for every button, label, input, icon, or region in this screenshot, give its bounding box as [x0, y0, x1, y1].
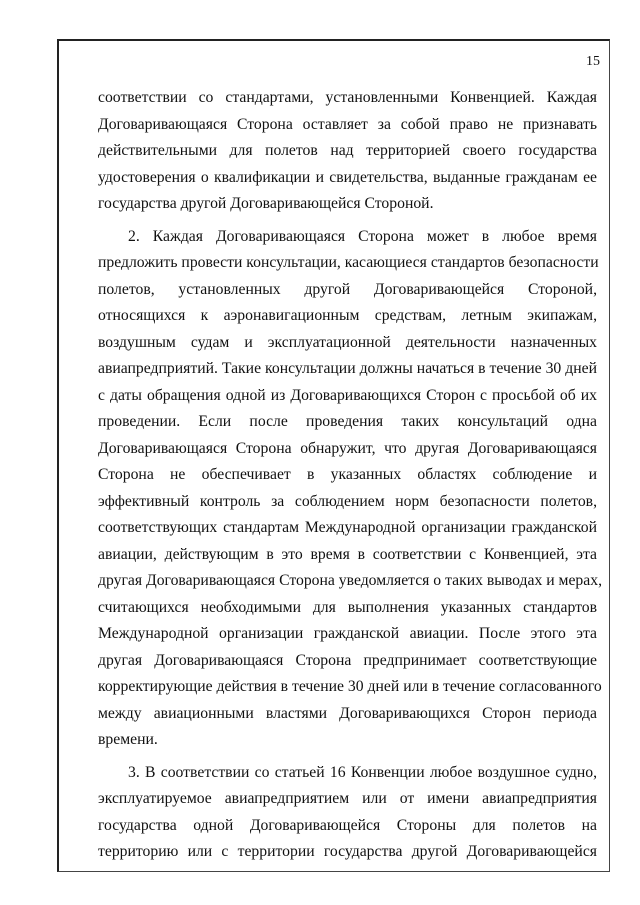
- text-line: полетов, установленных другой Договаривающейся Стороной,: [98, 280, 597, 298]
- text-line: территорию или с территории государства другой Договаривающейся: [98, 843, 597, 860]
- paragraph-continuation: [98, 85, 597, 218]
- text-line: соответствующих стандартам Международной организации гражданской: [98, 519, 597, 536]
- text-line: предложить провести консультации, касающиеся стандартов безопасности: [98, 254, 599, 271]
- page-number: 15: [586, 54, 600, 69]
- text-line: корректирующие действия в течение 30 дней или в течение согласованного: [98, 678, 602, 695]
- text-line: действительными для полетов над территорией своего государства: [98, 142, 597, 159]
- text-line: другая Договаривающаяся Сторона уведомляется о таких выводах и мерах,: [98, 572, 602, 589]
- text-line: государства одной Договаривающейся Стороны для полетов на: [98, 816, 597, 834]
- text-line: воздушным судам и эксплуатационной деятельности назначенных: [98, 333, 597, 351]
- text-line: времени.: [98, 731, 158, 748]
- text-line: эффективный контроль за соблюдением норм безопасности полетов,: [98, 492, 597, 510]
- text-line: Сторона не обеспечивает в указанных областях соблюдение и: [98, 466, 597, 483]
- text-line: Договаривающаяся Сторона оставляет за собой право не признавать: [98, 115, 597, 133]
- text-line: авиапредприятий. Такие консультации должны начаться в течение 30 дней: [98, 360, 597, 377]
- text-line: 3. В соответствии со статьей 16 Конвенции любое воздушное судно,: [128, 763, 597, 781]
- text-line: Договаривающаяся Сторона обнаружит, что другая Договаривающаяся: [98, 439, 597, 457]
- text-line: относящихся к аэронавигационным средствам, летным экипажам,: [98, 307, 597, 324]
- text-line: Международной организации гражданской авиации. После этого эта: [98, 625, 597, 642]
- text-line: считающихся необходимыми для выполнения указанных стандартов: [98, 598, 597, 616]
- text-line: другая Договаривающаяся Сторона предпринимает соответствующие: [98, 651, 597, 669]
- text-line: с даты обращения одной из Договаривающихся Сторон с просьбой об их: [98, 386, 597, 404]
- body-text: [98, 85, 602, 866]
- text-line: авиации, действующим в это время в соответствии с Конвенцией, эта: [98, 545, 597, 563]
- text-line: удостоверения о квалификации и свидетельства, выданные гражданам ее: [98, 168, 597, 186]
- text-line: соответствии со стандартами, установленными Конвенцией. Каждая: [98, 89, 597, 106]
- paragraph-item-2: [98, 224, 602, 754]
- text-line: государства другой Договаривающейся Стороной.: [98, 195, 434, 212]
- text-line: между авиационными властями Договаривающихся Сторон периода: [98, 704, 597, 722]
- paragraph-item-3: [98, 760, 597, 866]
- text-line: 2. Каждая Договаривающаяся Сторона может в любое время: [128, 227, 597, 245]
- text-line: проведении. Если после проведения таких консультаций одна: [98, 413, 597, 430]
- text-line: эксплуатируемое авиапредприятием или от имени авиапредприятия: [98, 790, 597, 807]
